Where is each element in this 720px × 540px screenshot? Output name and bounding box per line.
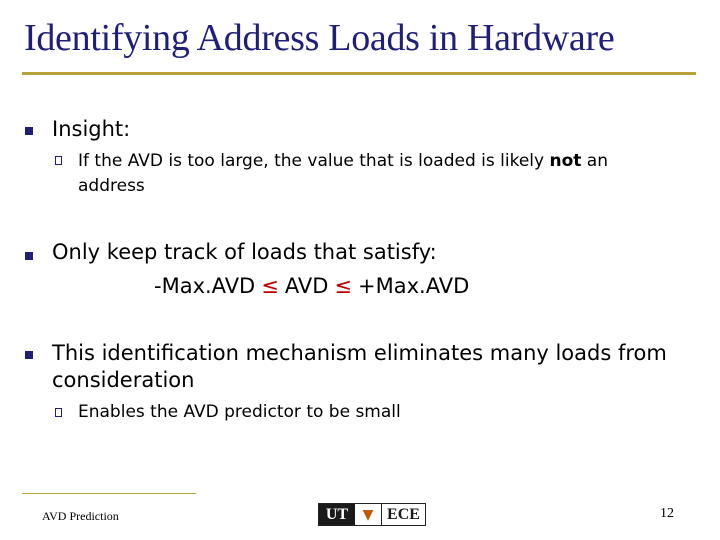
logo-ece: ECE bbox=[381, 504, 425, 525]
ut-ece-logo bbox=[318, 503, 426, 526]
slide-title: Identifying Address Loads in Hardware bbox=[24, 17, 615, 59]
longhorn-icon: ▼ bbox=[362, 506, 374, 523]
bullet-identification: This identification mechanism eliminates many loads from bbox=[52, 341, 667, 365]
page-number: 12 bbox=[660, 506, 674, 521]
emphasis-not: not bbox=[549, 151, 582, 171]
title-divider bbox=[22, 72, 696, 75]
square-bullet-icon bbox=[25, 351, 33, 359]
bullet-insight: Insight: bbox=[52, 117, 131, 141]
formula-operator-2: ≤ bbox=[334, 274, 353, 298]
formula-operator-1: ≤ bbox=[261, 274, 279, 298]
bullet-keep-track: Only keep track of loads that satisfy: bbox=[52, 240, 437, 264]
footer-label: AVD Prediction bbox=[42, 509, 119, 523]
square-bullet-icon bbox=[25, 127, 33, 135]
hollow-square-bullet-icon bbox=[55, 408, 62, 417]
sub-bullet-small-predictor: Enables the AVD predictor to be small bbox=[78, 402, 401, 422]
formula-middle: AVD bbox=[284, 274, 329, 298]
sub-bullet-text-before: If the AVD is too large, the value that is loaded is likely bbox=[78, 151, 550, 171]
logo-ut: UT bbox=[319, 504, 355, 525]
sub-bullet-text-after: an bbox=[581, 151, 608, 171]
bullet-identification-line2: consideration bbox=[52, 368, 195, 392]
square-bullet-icon bbox=[25, 252, 33, 260]
hollow-square-bullet-icon bbox=[55, 156, 62, 165]
formula-right: +Max.AVD bbox=[358, 274, 470, 298]
avd-range-formula bbox=[154, 274, 469, 298]
sub-bullet-avd-large-line2: address bbox=[78, 176, 145, 196]
sub-bullet-avd-large bbox=[78, 150, 608, 173]
footer-divider bbox=[22, 493, 196, 494]
formula-left: -Max.AVD bbox=[154, 274, 256, 298]
